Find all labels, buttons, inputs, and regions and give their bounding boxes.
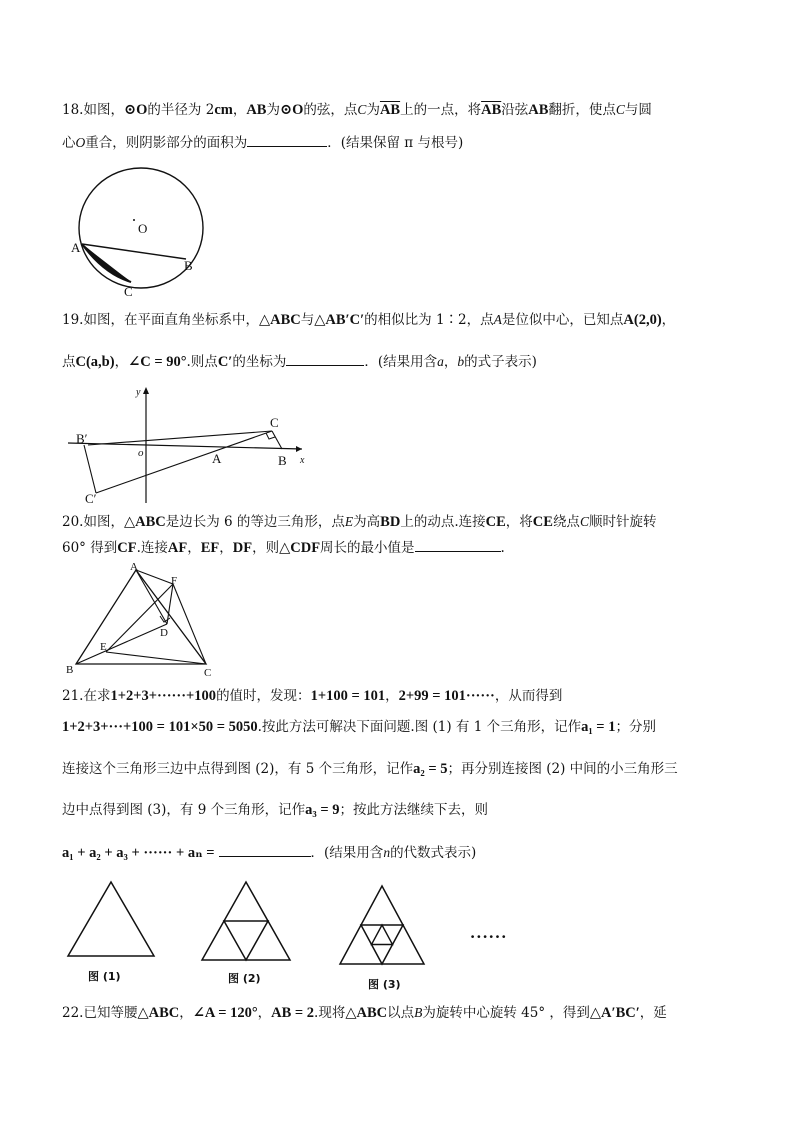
q21-figure-3 [336, 884, 436, 992]
q21-figure-2 [198, 880, 298, 984]
q18-label-a: A [71, 240, 81, 255]
q18-label-c: C [124, 284, 133, 299]
q20-label-c: C [204, 667, 212, 679]
answer-blank-21[interactable] [219, 843, 311, 857]
q19-label-o: o [138, 447, 144, 459]
q19-line-cp-c [96, 431, 272, 493]
q20-label-e: E [100, 641, 107, 653]
answer-blank-20[interactable] [415, 538, 501, 552]
q21-line2: 1+2+3+···+100 = 101×50 = 5050.按此方法可解决下面问题.图 (1) 有 1 个三角形，记作a₁ = 1；分别 [62, 719, 656, 735]
q21-figure-1 [64, 880, 164, 984]
q19-label-bp: B′ [76, 431, 88, 446]
q21-caption-2: 图 (2) [228, 972, 261, 985]
q22-line1: 22.已知等腰△ABC，∠A = 120°，AB = 2.现将△ABC以点B为旋转中心旋转 45° ，得到△A′BC′，延 [62, 1005, 667, 1021]
q19-figure [66, 383, 316, 507]
q19-label-a: A [212, 451, 222, 466]
q19-label-c: C [270, 415, 279, 430]
q18-label-o: O [138, 221, 148, 236]
q19-line1: 19.如图，在平面直角坐标系中，△ABC与△AB′C′的相似比为 1∶2，点A是位似中心，已知点A(2,0)， [62, 312, 676, 328]
arc-ab: $\overline{AB}$ [379, 102, 401, 118]
q19-label-y: y [136, 387, 141, 398]
q21-line3: 连接这个三角形三边中点得到图 (2)，有 5 个三角形，记作a₂ = 5；再分别连接图 (2) 中间的小三角形三 [62, 761, 678, 777]
q20-figure [64, 560, 224, 680]
q20-label-a: A [130, 561, 138, 573]
q21-number: 21. [62, 688, 84, 704]
q21-caption-1: 图 (1) [88, 970, 121, 983]
q19-label-cp: C′ [85, 491, 97, 506]
q20-label-d: D [160, 627, 168, 639]
q20-label-b: B [66, 664, 74, 676]
answer-blank-19[interactable] [286, 352, 364, 366]
q21-caption-3: 图 (3) [368, 978, 401, 991]
q18-label-b: B [184, 258, 193, 273]
q18-number: 18. [62, 102, 84, 118]
q20-line1: 20.如图，△ABC是边长为 6 的等边三角形，点E为高BD上的动点.连接CE，将CE绕点C顺时针旋转 [62, 514, 657, 530]
q19-label-x: x [300, 455, 305, 466]
q20-label-f: F [171, 575, 178, 587]
q21-ellipsis: ······ [470, 928, 508, 946]
q20-line2: 60° 得到CF.连接AF，EF，DF，则△CDF周长的最小值是 . [62, 540, 505, 556]
q21-line5: a₁ + a₂ + a₃ + ······ + aₙ = ．(结果用含n的代数式表示) [62, 845, 477, 861]
q22-number: 22. [62, 1005, 84, 1021]
q19-line-bp-cp [84, 445, 96, 493]
q19-line-c-b [272, 431, 282, 449]
q19-number: 19. [62, 312, 84, 328]
q19-label-b: B [278, 453, 287, 468]
q20-number: 20. [62, 514, 84, 530]
answer-blank-18[interactable] [247, 133, 327, 147]
q18-line1: 18.如图，⊙O的半径为 2cm，AB为⊙O的弦，点C为$\overline{AB}$上的一点，将$\overline{AB}$沿弦AB翻折，使点C与圆 [62, 102, 652, 118]
q18-figure [66, 156, 216, 300]
q19-line2: 点C(a,b)，∠C = 90°.则点C′的坐标为 ．(结果用含a，b的式子表示) [62, 354, 537, 370]
q21-line1: 21.在求1+2+3+······+100的值时，发现：1+100 = 101，2+99 = 101······，从而得到 [62, 688, 563, 704]
q18-line2: 心O重合，则阴影部分的面积为 ．(结果保留 π 与根号) [62, 135, 464, 151]
q21-line4: 边中点得到图 (3)，有 9 个三角形，记作a₃ = 9；按此方法继续下去，则 [62, 802, 488, 818]
